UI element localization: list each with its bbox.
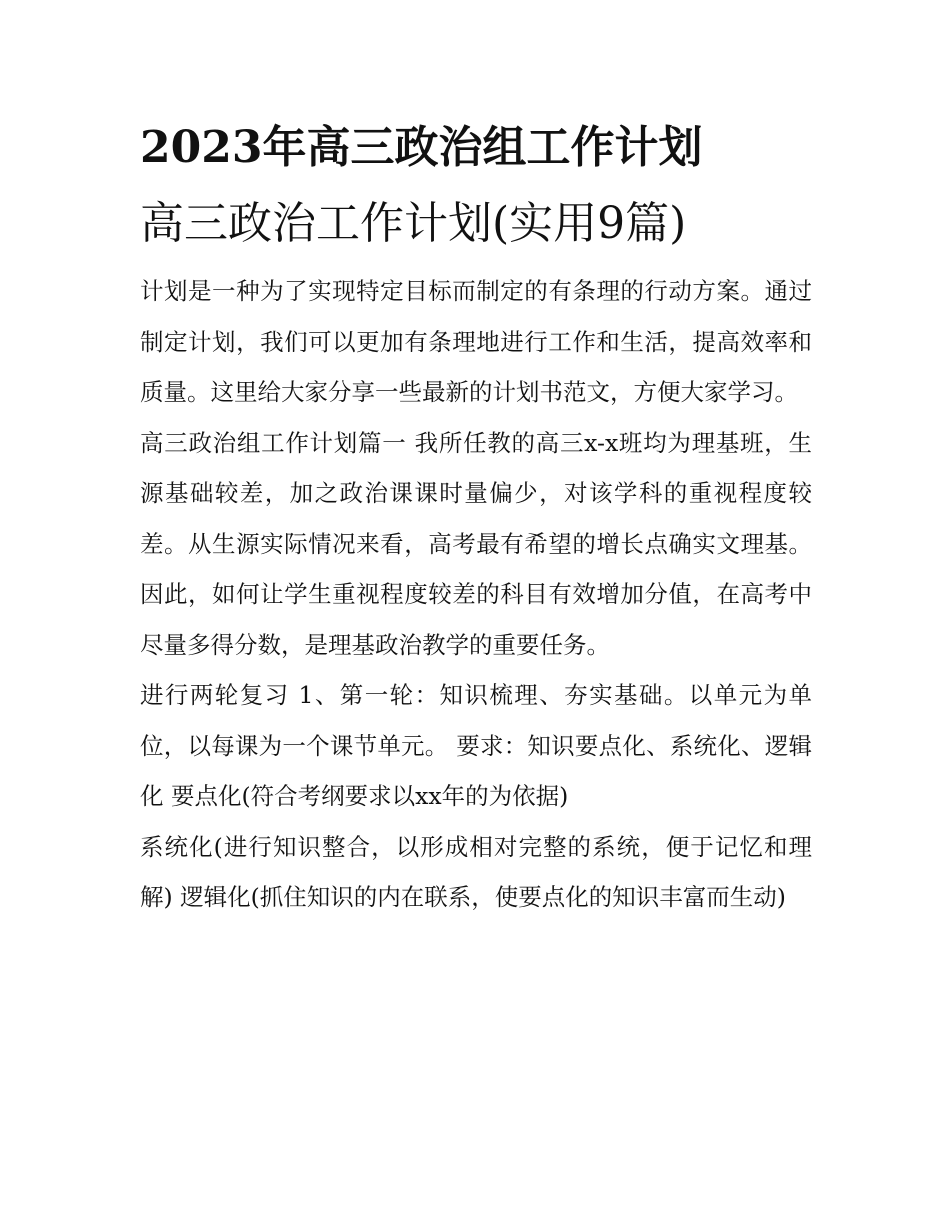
paragraph-plan-1: 高三政治组工作计划篇一 我所任教的高三x-x班均为理基班，生源基础较差，加之政治课课时量偏少，对该学科的重视程度较差。从生源实际情况来看，高考最有希望的增长点确实文理基。因此，如何让学生重视程度较差的科目有效增加分值，在高考中尽量多得分数，是理基政治教学的重要任务。	[140, 428, 812, 659]
paragraph-system: 系统化(进行知识整合，以形成相对完整的系统，便于记忆和理解) 逻辑化(抓住知识的内在联系，使要点化的知识丰富而生动)	[140, 832, 812, 911]
document-body	[140, 110, 812, 923]
paragraph-intro: 计划是一种为了实现特定目标而制定的有条理的行动方案。通过制定计划，我们可以更加有条理地进行工作和生活，提高效率和质量。这里给大家分享一些最新的计划书范文，方便大家学习。	[140, 277, 812, 406]
document-title	[140, 110, 812, 262]
title-line-1: 2023年高三政治组工作计划	[140, 122, 703, 173]
title-line-2: 高三政治工作计划(实用9篇)	[140, 198, 687, 249]
paragraph-review: 进行两轮复习 1、第一轮：知识梳理、夯实基础。以单元为单位，以每课为一个课节单元。 要求：知识要点化、系统化、逻辑化 要点化(符合考纲要求以xx年的为依据)	[140, 681, 812, 810]
